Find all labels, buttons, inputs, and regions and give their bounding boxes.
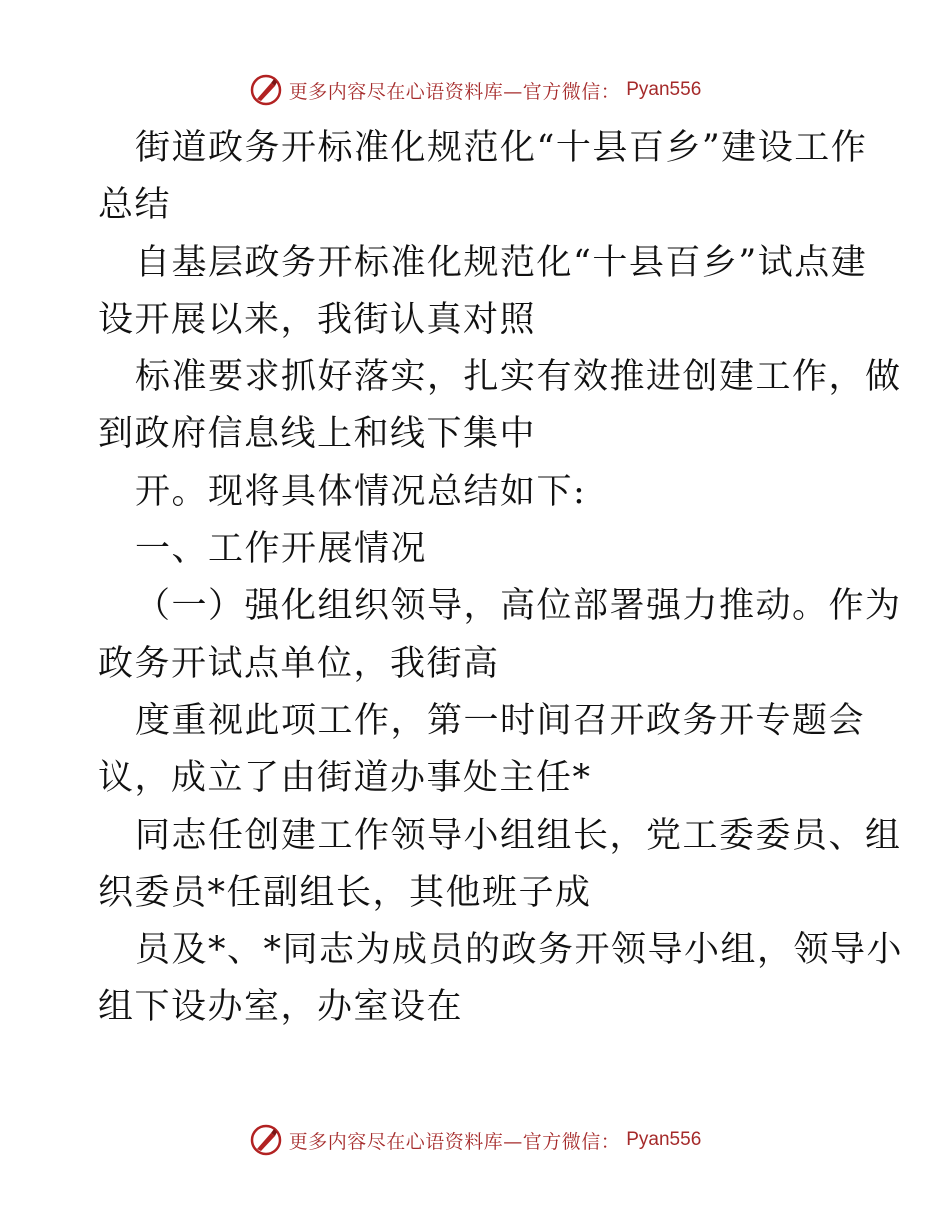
paragraph-line: 组下设办室，办室设在 xyxy=(98,987,464,1028)
title-line-1: 街道政务开标准化规范化“十县百乡”建设工作 xyxy=(135,128,868,168)
paragraph-line: 织委员*任副组长，其他班子成 xyxy=(98,872,592,913)
paragraph-line: 员及*、*同志为成员的政务开领导小组，领导小 xyxy=(135,930,904,971)
paragraph-line: 议，成立了由街道办事处主任* xyxy=(98,758,592,799)
title-line-2: 总结 xyxy=(98,185,172,226)
paragraph-line: 政务开试点单位，我街高 xyxy=(98,643,500,684)
section-heading: 一、工作开展情况 xyxy=(135,529,428,570)
pen-logo-icon xyxy=(249,73,283,107)
paragraph-line: 度重视此项工作，第一时间召开政务开专题会 xyxy=(135,700,866,741)
pen-logo-icon xyxy=(249,1123,283,1157)
paragraph-line: 设开展以来，我街认真对照 xyxy=(98,299,537,340)
watermark-id: Pyan556 xyxy=(626,79,702,100)
paragraph-line: 标准要求抓好落实，扎实有效推进创建工作，做 xyxy=(135,357,902,398)
subsection-line: （一）强化组织领导，高位部署强力推动。作为 xyxy=(135,586,902,627)
paragraph-line: 开。现将具体情况总结如下: xyxy=(135,471,587,512)
watermark-header xyxy=(0,68,950,112)
paragraph-line: 到政府信息线上和线下集中 xyxy=(98,414,537,455)
watermark-id: Pyan556 xyxy=(626,1129,702,1150)
watermark-footer xyxy=(0,1118,950,1162)
watermark-text: 更多内容尽在心语资料库—官方微信： xyxy=(288,1130,621,1153)
paragraph-line: 自基层政务开标准化规范化“十县百乡”试点建 xyxy=(135,242,868,283)
document-body xyxy=(98,120,904,1037)
paragraph-line: 同志任创建工作领导小组组长，党工委委员、组 xyxy=(135,815,902,856)
watermark-text: 更多内容尽在心语资料库—官方微信： xyxy=(288,80,621,103)
